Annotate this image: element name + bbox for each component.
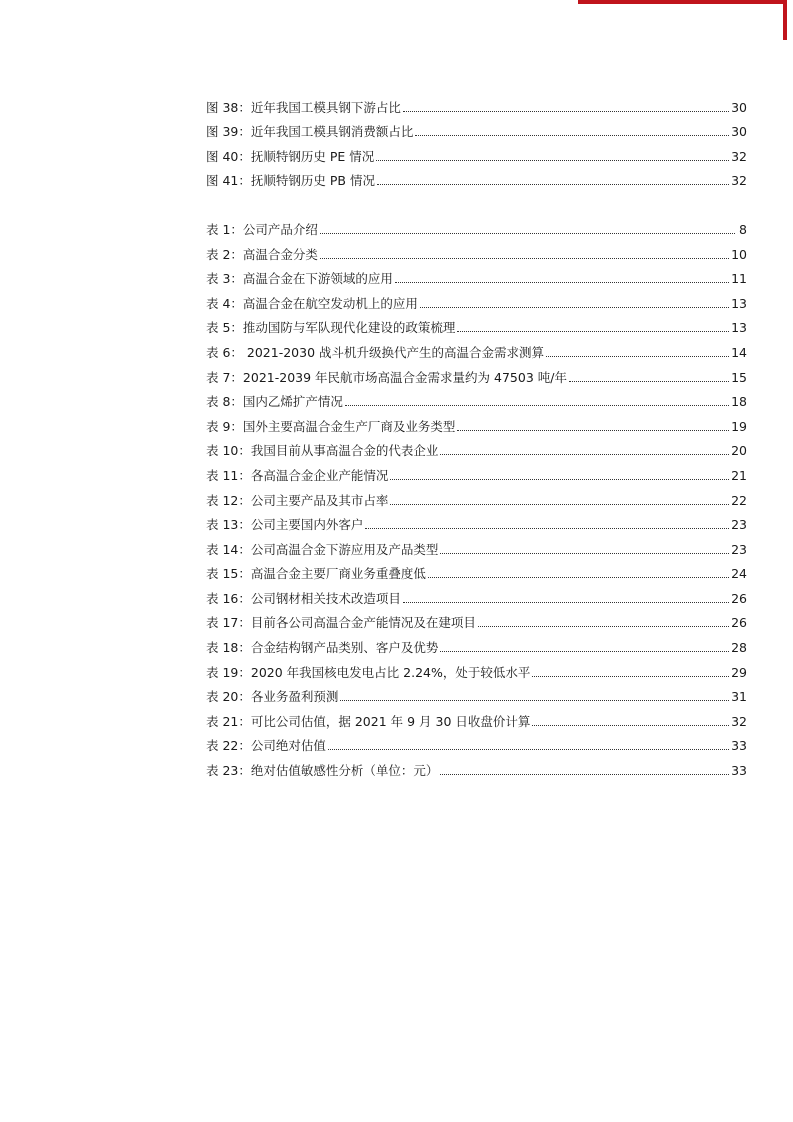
toc-page-number: 33 (731, 763, 747, 779)
toc-entry-title: 表 20：各业务盈利预测 (206, 690, 339, 705)
toc-entry-title: 表 1：公司产品介绍 (206, 222, 318, 237)
toc-page-number: 19 (731, 418, 747, 434)
toc-entry-title: 表 2：高温合金分类 (206, 247, 318, 262)
table-toc-entry[interactable] (206, 532, 747, 557)
toc-entry-title: 表 17：目前各公司高温合金产能情况及在建项目 (206, 616, 476, 631)
toc-page-number: 30 (731, 99, 747, 115)
table-toc-entry[interactable] (206, 508, 747, 533)
figure-toc-entry[interactable] (206, 164, 747, 189)
dot-leader (345, 405, 729, 406)
figure-toc-entry[interactable] (206, 139, 747, 164)
toc-page-number: 24 (731, 566, 747, 582)
figure-toc-entry[interactable] (206, 115, 747, 140)
toc-entry-title: 表 8：国内乙烯扩产情况 (206, 395, 343, 410)
toc-entry-title: 表 18：合金结构钢产品类别、客户及优势 (206, 641, 439, 656)
dot-leader (415, 135, 729, 136)
toc-page-number: 13 (731, 320, 747, 336)
table-toc-entry[interactable] (206, 704, 747, 729)
dot-leader (532, 725, 729, 726)
table-toc-entry[interactable] (206, 311, 747, 336)
figure-list (206, 90, 747, 188)
dot-leader (320, 233, 735, 234)
dot-leader (403, 602, 729, 603)
toc-page-number: 11 (731, 271, 747, 287)
toc-page-number: 14 (731, 344, 747, 360)
table-toc-entry[interactable] (206, 680, 747, 705)
dot-leader (440, 454, 729, 455)
dot-leader (420, 307, 729, 308)
table-toc-entry[interactable] (206, 385, 747, 410)
toc-entry-title: 表 14：公司高温合金下游应用及产品类型 (206, 542, 439, 557)
toc-entry-title: 表 13：公司主要国内外客户 (206, 518, 364, 533)
dot-leader (328, 749, 729, 750)
toc-page-number: 32 (731, 173, 747, 189)
toc-entry-title: 表 23：绝对估值敏感性分析（单位：元） (206, 764, 439, 779)
dot-leader (440, 553, 729, 554)
toc-entry-title: 图 38：近年我国工模具钢下游占比 (206, 100, 401, 115)
toc-page-number: 23 (731, 541, 747, 557)
table-toc-entry[interactable] (206, 655, 747, 680)
toc-entry-title: 图 39：近年我国工模具钢消费额占比 (206, 125, 414, 140)
toc-entry-title: 表 12：公司主要产品及其市占率 (206, 493, 389, 508)
dot-leader (457, 331, 729, 332)
toc-entry-title: 表 9：国外主要高温合金生产厂商及业务类型 (206, 419, 456, 434)
toc-page-number: 21 (731, 467, 747, 483)
toc-entry-title: 表 3：高温合金在下游领域的应用 (206, 272, 393, 287)
toc-entry-title: 表 4：高温合金在航空发动机上的应用 (206, 296, 418, 311)
dot-leader (440, 651, 729, 652)
table-toc-entry[interactable] (206, 434, 747, 459)
dot-leader (569, 381, 729, 382)
toc-entry-title: 表 22：公司绝对估值 (206, 739, 326, 754)
table-toc-entry[interactable] (206, 557, 747, 582)
toc-page-number: 8 (739, 221, 747, 237)
toc-page-number: 31 (731, 689, 747, 705)
toc-page-number: 23 (731, 517, 747, 533)
table-list (206, 212, 747, 778)
toc-entry-title: 表 15：高温合金主要厂商业务重叠度低 (206, 567, 426, 582)
table-toc-entry[interactable] (206, 581, 747, 606)
toc-page-number: 33 (731, 738, 747, 754)
toc-page-number: 15 (731, 369, 747, 385)
toc-entry-title: 图 40：抚顺特钢历史 PE 情况 (206, 149, 375, 164)
table-toc-entry[interactable] (206, 286, 747, 311)
dot-leader (340, 700, 729, 701)
toc-page-number: 10 (731, 246, 747, 262)
dot-leader (365, 528, 729, 529)
toc-entry-title: 表 19：2020 年我国核电发电占比 2.24%，处于较低水平 (206, 665, 531, 680)
dot-leader (457, 430, 729, 431)
toc-entry-title: 图 41：抚顺特钢历史 PB 情况 (206, 174, 375, 189)
toc-entry-title: 表 16：公司钢材相关技术改造项目 (206, 591, 401, 606)
table-toc-entry[interactable] (206, 409, 747, 434)
table-toc-entry[interactable] (206, 212, 747, 237)
toc-page-number: 32 (731, 148, 747, 164)
dot-leader (532, 676, 729, 677)
table-toc-entry[interactable] (206, 630, 747, 655)
toc-page-number: 20 (731, 443, 747, 459)
toc-page-number: 26 (731, 615, 747, 631)
toc-page-number: 28 (731, 640, 747, 656)
toc-page-number: 26 (731, 590, 747, 606)
toc-entry-title: 表 21：可比公司估值，据 2021 年 9 月 30 日收盘价计算 (206, 714, 531, 729)
table-toc-entry[interactable] (206, 262, 747, 287)
dot-leader (390, 504, 729, 505)
toc-page-number: 30 (731, 124, 747, 140)
toc-page-number: 32 (731, 713, 747, 729)
dot-leader (390, 479, 729, 480)
toc-entry-title: 表 7：2021-2039 年民航市场高温合金需求量约为 47503 吨/年 (206, 370, 567, 385)
table-toc-entry[interactable] (206, 483, 747, 508)
dot-leader (478, 626, 729, 627)
table-toc-entry[interactable] (206, 360, 747, 385)
header-accent-bar (578, 0, 787, 4)
header-accent-bar-vertical (783, 0, 787, 40)
dot-leader (395, 282, 729, 283)
toc-page-number: 18 (731, 394, 747, 410)
table-toc-entry[interactable] (206, 606, 747, 631)
toc-entry-title: 表 11：各高温合金企业产能情况 (206, 468, 389, 483)
table-toc-entry[interactable] (206, 237, 747, 262)
table-toc-entry[interactable] (206, 753, 747, 778)
figure-toc-entry[interactable] (206, 90, 747, 115)
table-toc-entry[interactable] (206, 335, 747, 360)
toc-entry-title: 表 6： 2021-2030 战斗机升级换代产生的高温合金需求测算 (206, 345, 545, 360)
toc-entry-title: 表 5：推动国防与军队现代化建设的政策梳理 (206, 321, 456, 336)
table-of-contents (206, 90, 747, 778)
dot-leader (546, 356, 729, 357)
toc-page-number: 29 (731, 664, 747, 680)
dot-leader (440, 774, 729, 775)
dot-leader (403, 111, 729, 112)
dot-leader (320, 258, 729, 259)
dot-leader (428, 577, 729, 578)
table-toc-entry[interactable] (206, 458, 747, 483)
dot-leader (377, 184, 729, 185)
toc-page-number: 22 (731, 492, 747, 508)
toc-entry-title: 表 10：我国目前从事高温合金的代表企业 (206, 444, 439, 459)
table-toc-entry[interactable] (206, 729, 747, 754)
toc-page-number: 13 (731, 295, 747, 311)
dot-leader (376, 160, 729, 161)
